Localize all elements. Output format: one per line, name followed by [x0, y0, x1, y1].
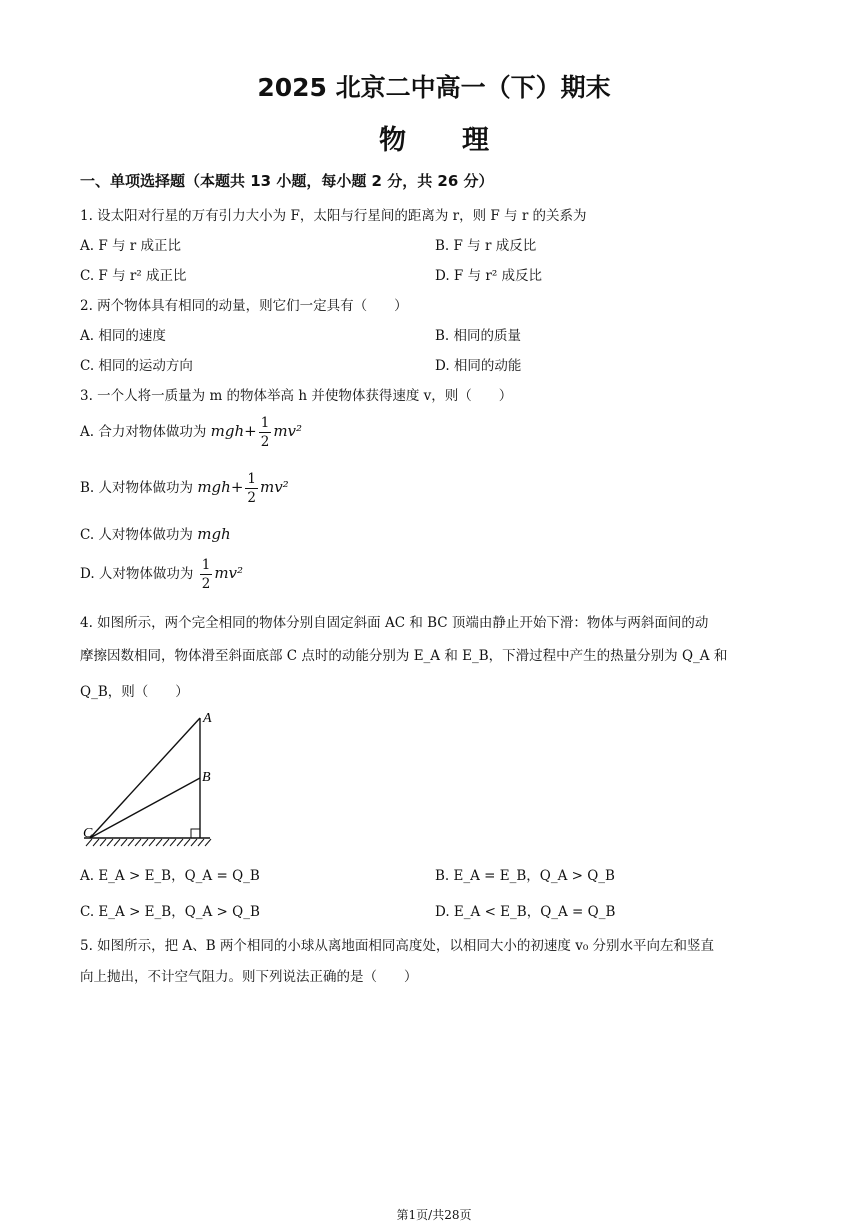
fraction-half: $\frac{1}{2}$ — [201, 557, 211, 592]
point-b-label: B — [202, 770, 211, 785]
subject-title: 物理 — [379, 125, 545, 156]
q4-option-a: A. E_A > E_B，Q_A = Q_B — [80, 868, 260, 884]
point-c-label: C — [83, 826, 93, 841]
q3-option-d — [80, 556, 243, 593]
formula-mgh: mgh — [210, 422, 245, 440]
question-5-line-2: 向上抛出，不计空气阻力。则下列说法正确的是（ ） — [80, 969, 418, 985]
q2-option-c: C. 相同的运动方向 — [80, 358, 193, 374]
incline-bc — [90, 778, 200, 838]
section-heading: 一、单项选择题（本题共 13 小题，每小题 2 分，共 26 分） — [80, 172, 494, 190]
exam-title: 2025 北京二中高一（下）期末 — [257, 73, 611, 102]
question-1-stem: 1. 设太阳对行星的万有引力大小为 F，太阳与行星间的距离为 r，则 F 与 r 的关系为 — [80, 208, 587, 224]
question-5-line-1: 5. 如图所示，把 A、B 两个相同的小球从离地面相同高度处，以相同大小的初速度 v₀ 分别水平向左和竖直 — [80, 938, 715, 954]
question-4-line-2: 摩擦因数相同，物体滑至斜面底部 C 点时的动能分别为 E_A 和 E_B，下滑过程中产生的热量分别为 Q_A 和 — [80, 648, 728, 664]
q2-option-a: A. 相同的速度 — [80, 328, 166, 344]
formula-mv2: mv² — [273, 422, 303, 440]
question-4-line-3: Q_B，则（ ） — [80, 684, 189, 700]
formula-mv2: mv² — [259, 478, 289, 496]
point-a-label: A — [203, 711, 212, 726]
incline-figure — [78, 706, 228, 854]
ground-hatching — [86, 839, 211, 846]
question-3-stem: 3. 一个人将一质量为 m 的物体举高 h 并使物体获得速度 v，则（ ） — [80, 388, 513, 404]
q3-option-d-label: D. 人对物体做功为 — [80, 566, 194, 582]
question-2-stem: 2. 两个物体具有相同的动量，则它们一定具有（ ） — [80, 298, 408, 314]
q3-option-b-label: B. 人对物体做功为 — [80, 480, 194, 496]
q4-option-c: C. E_A > E_B，Q_A > Q_B — [80, 904, 260, 920]
fraction-half: $\frac{1}{2}$ — [247, 471, 256, 506]
q3-option-a — [80, 414, 302, 451]
q2-option-b: B. 相同的质量 — [435, 328, 522, 344]
incline-ac — [90, 718, 200, 838]
q2-option-d: D. 相同的动能 — [435, 358, 522, 374]
formula-mgh: mgh — [197, 525, 231, 543]
formula-plus: + — [244, 422, 257, 440]
page-number: 第1页/共28页 — [396, 1208, 472, 1222]
question-4-line-1: 4. 如图所示，两个完全相同的物体分别自固定斜面 AC 和 BC 顶端由静止开始下滑：物体与两斜面间的动 — [80, 615, 709, 631]
q4-option-d: D. E_A < E_B，Q_A = Q_B — [435, 904, 616, 920]
q4-option-b: B. E_A = E_B，Q_A > Q_B — [435, 868, 615, 884]
right-angle-mark — [191, 829, 200, 838]
q3-option-c-label: C. 人对物体做功为 — [80, 527, 193, 543]
q3-option-c — [80, 523, 231, 543]
q1-option-a: A. F 与 r 成正比 — [80, 238, 182, 254]
q3-option-a-label: A. 合力对物体做功为 — [80, 424, 207, 440]
fraction-half: $\frac{1}{2}$ — [260, 415, 270, 450]
q1-option-c: C. F 与 r² 成正比 — [80, 268, 187, 284]
q1-option-b: B. F 与 r 成反比 — [435, 238, 537, 254]
q1-option-d: D. F 与 r² 成反比 — [435, 268, 543, 284]
formula-mv2: mv² — [214, 564, 244, 582]
formula-plus: + — [230, 478, 244, 496]
formula-mgh: mgh — [197, 478, 231, 496]
q3-option-b — [80, 470, 289, 507]
